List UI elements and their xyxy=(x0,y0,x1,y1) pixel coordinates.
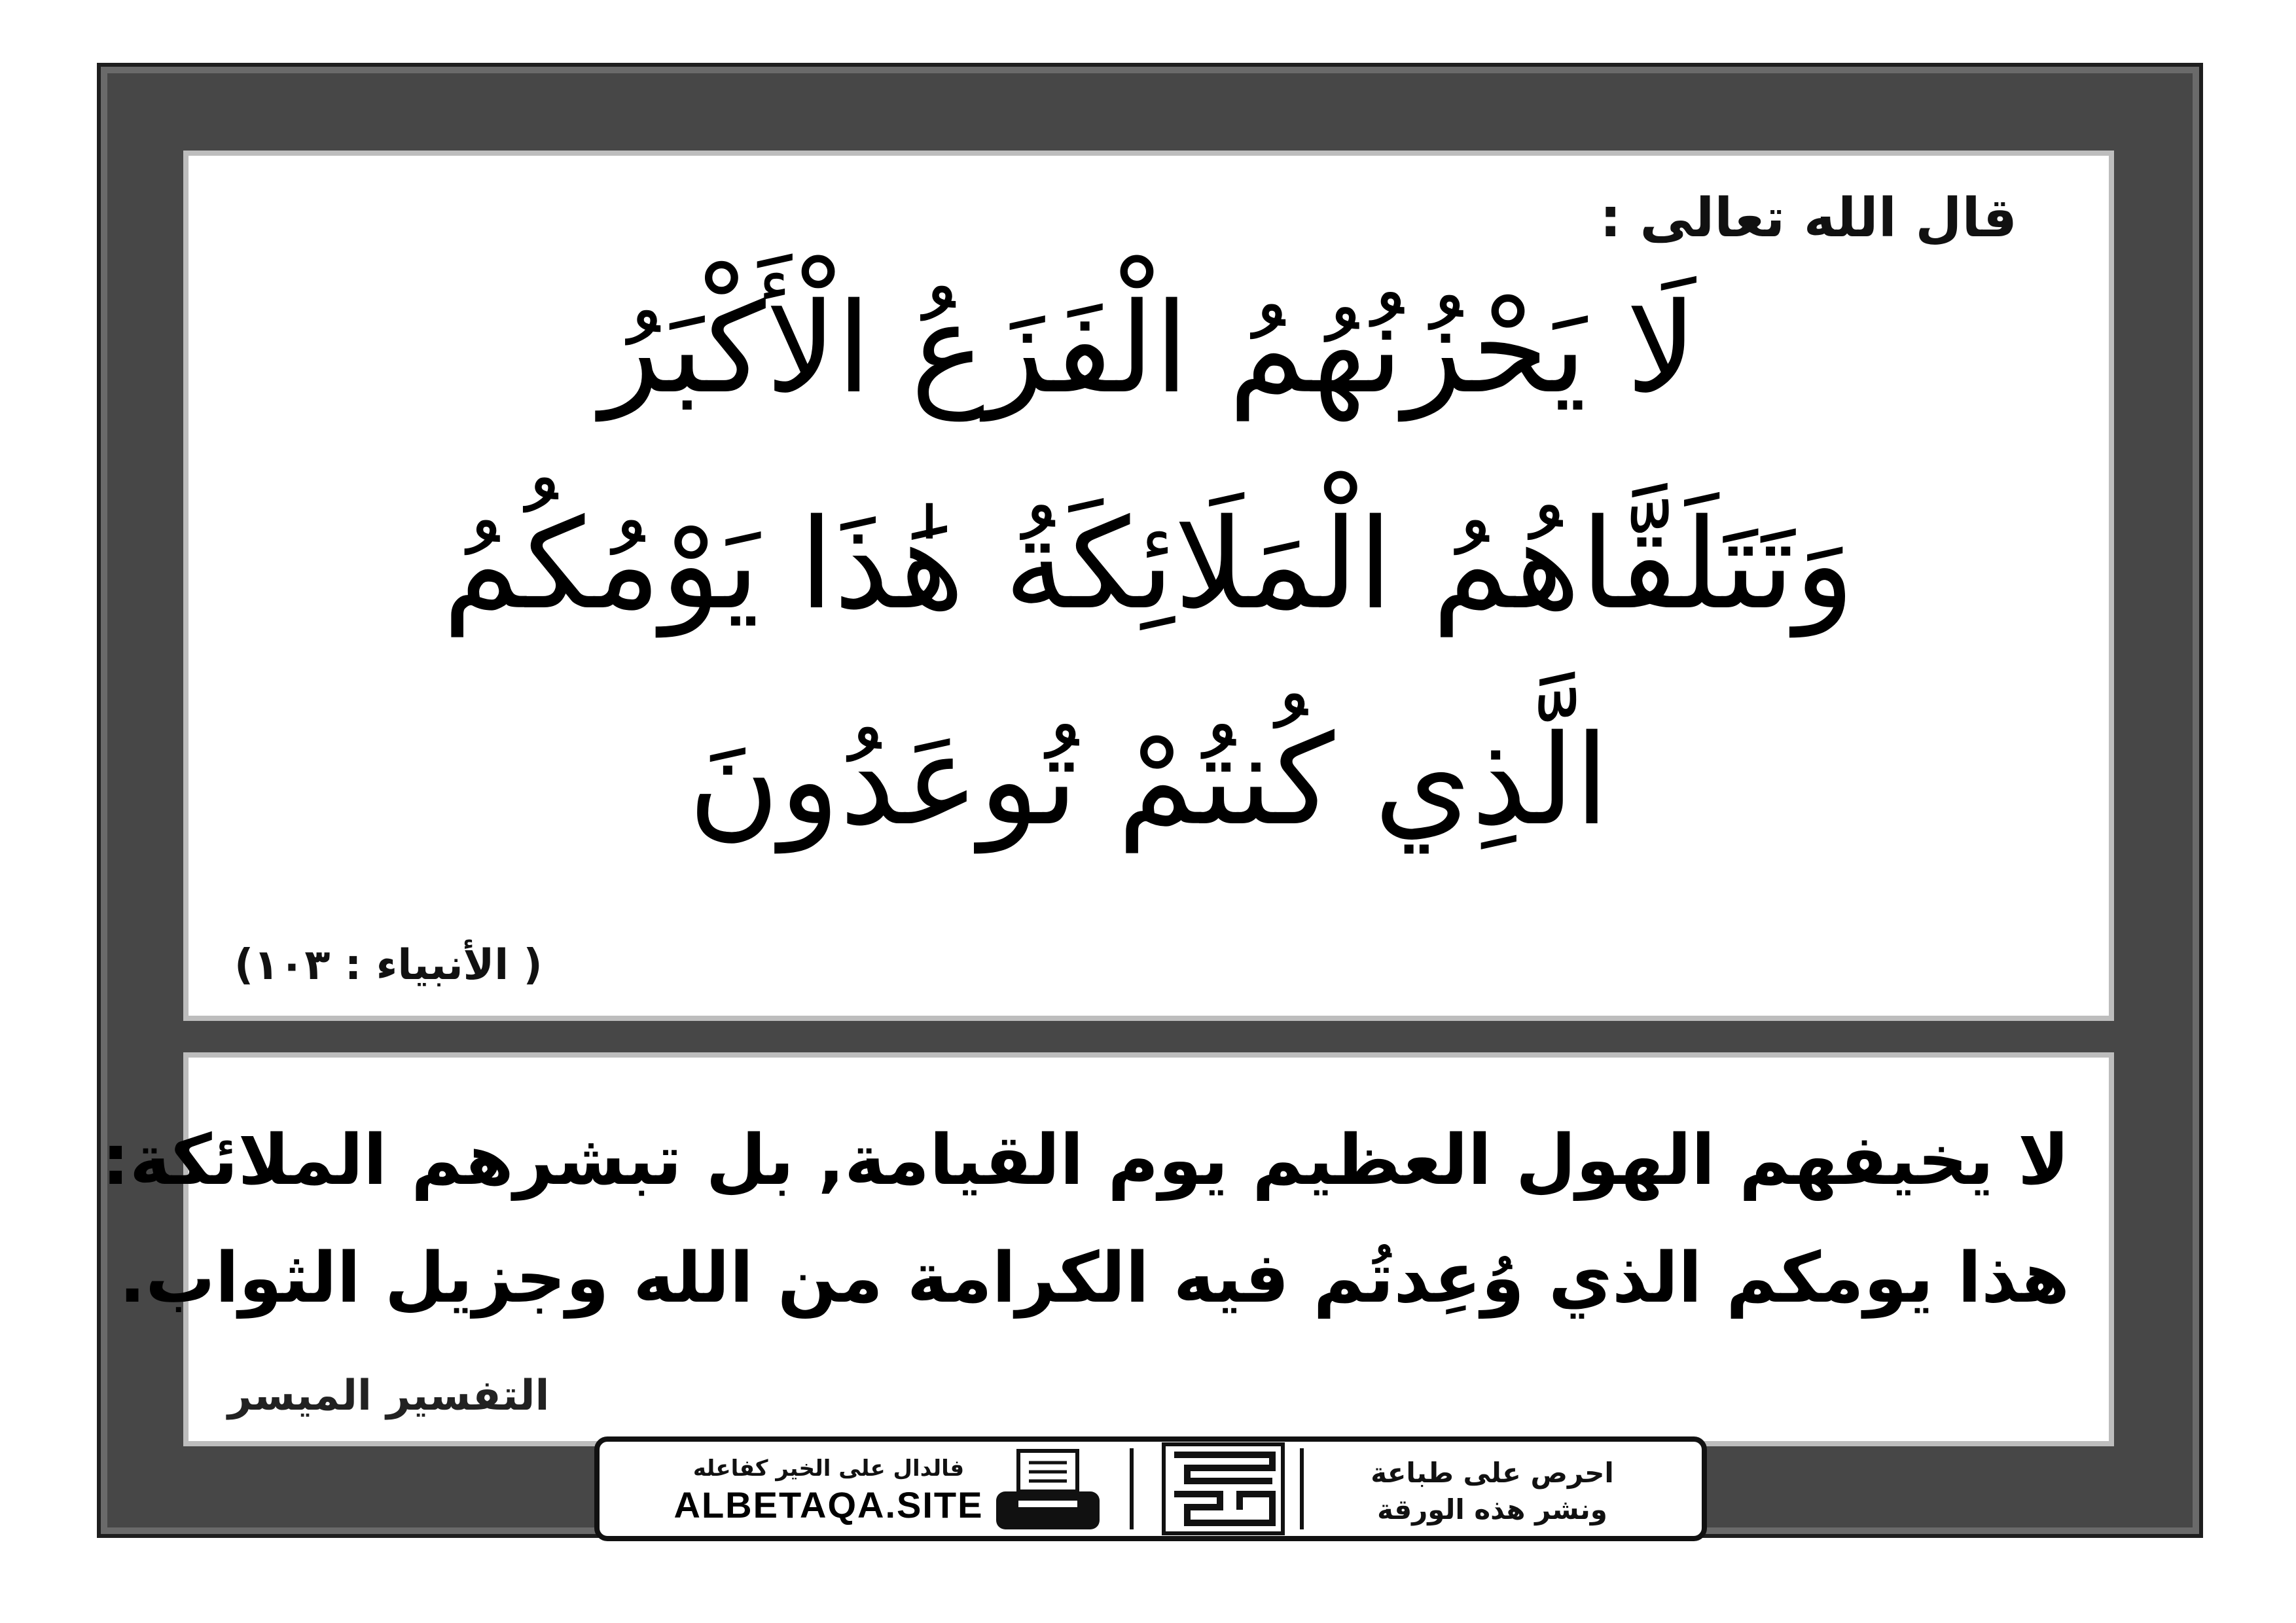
tafsir-line-2: هذا يومكم الذي وُعِدتُم فيه الكرامة من الله وجزيل الثواب. xyxy=(118,1238,2070,1318)
footer-divider xyxy=(1130,1448,1134,1529)
footer-banner xyxy=(594,1436,1707,1541)
kufic-logo xyxy=(1161,1442,1285,1536)
tafsir-line-1: لا يخيفهم الهول العظيم يوم القيامة, بل تبشرهم الملائكة: xyxy=(101,1120,2070,1200)
site-link[interactable]: ALBETAQA.SITE xyxy=(673,1484,984,1525)
site-block xyxy=(626,1454,1031,1527)
verse-reference: ( الأنبياء : ١٠٣) xyxy=(234,941,543,990)
tafsir-card xyxy=(101,1052,2114,1446)
verse-line-2: وَتَتَلَقَّاهُمُ الْمَلَائِكَةُ هَٰذَا يَوْمُكُمُ xyxy=(442,492,1855,637)
call-to-action xyxy=(1309,1455,1676,1528)
cta-line-1: احرص على طباعة xyxy=(1371,1457,1614,1489)
footer-tagline: فالدال على الخير كفاعله xyxy=(692,1455,965,1482)
printer-icon xyxy=(992,1448,1103,1533)
footer-divider xyxy=(1300,1448,1304,1529)
verse-card xyxy=(183,151,2114,1021)
tafsir-source: التفسير الميسر xyxy=(228,1372,550,1420)
verse-intro: قال الله تعالى : xyxy=(1600,187,2017,249)
cta-line-2: ونشر هذه الورقة xyxy=(1377,1493,1607,1525)
verse-line-1: لَا يَحْزُنُهُمُ الْفَزَعُ الْأَكْبَرُ xyxy=(600,276,1697,421)
verse-line-3: الَّذِي كُنتُمْ تُوعَدُونَ xyxy=(688,708,1609,853)
